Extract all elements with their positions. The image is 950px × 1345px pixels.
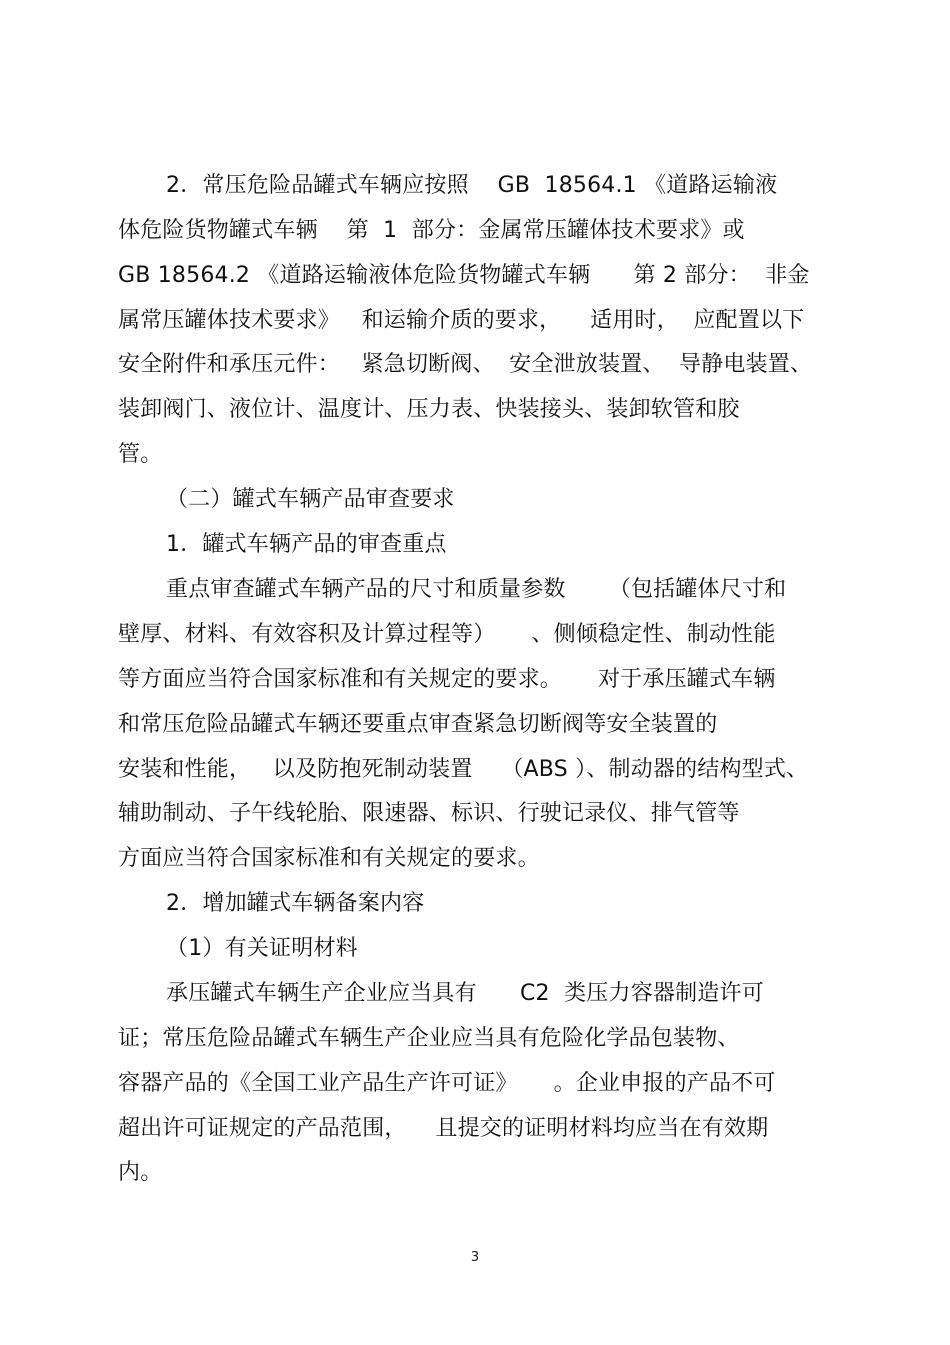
text-line: 安全附件和承压元件： 紧急切断阀、 安全泄放装置、 导静电装置、	[118, 352, 813, 377]
text-line: 体危险货物罐式车辆 第 1 部分：金属常压罐体技术要求》或	[118, 218, 745, 243]
page-number: 3	[470, 1250, 480, 1265]
section-heading: （二）罐式车辆产品审查要求	[166, 487, 455, 512]
text-line: 重点审查罐式车辆产品的尺寸和质量参数 （包括罐体尺寸和	[166, 577, 787, 602]
text-line: 2．常压危险品罐式车辆应按照 GB 18564.1 《道路运输液	[166, 173, 778, 198]
subsection-heading: 1．罐式车辆产品的审查重点	[166, 532, 447, 557]
text-line: GB 18564.2 《道路运输液体危险货物罐式车辆 第 2 部分： 非金	[118, 263, 810, 288]
item-heading: （1）有关证明材料	[166, 936, 358, 961]
text-line: 壁厚、材料、有效容积及计算过程等） 、侧倾稳定性、制动性能	[118, 622, 776, 647]
text-line: 方面应当符合国家标准和有关规定的要求。	[118, 846, 540, 871]
text-line: 辅助制动、子午线轮胎、限速器、标识、行驶记录仪、排气管等	[118, 801, 740, 826]
text-line: 管。	[118, 442, 163, 467]
text-line: 属常压罐体技术要求》 和运输介质的要求， 适用时， 应配置以下	[118, 308, 805, 333]
text-line: 安装和性能， 以及防抱死制动装置 （ABS ）、制动器的结构型式、	[118, 757, 809, 782]
text-line: 承压罐式车辆生产企业应当具有 C2 类压力容器制造许可	[166, 981, 764, 1006]
text-line: 容器产品的《全国工业产品生产许可证》 。企业申报的产品不可	[118, 1071, 776, 1096]
text-line: 证；常压危险品罐式车辆生产企业应当具有危险化学品包装物、	[118, 1026, 740, 1051]
text-line: 装卸阀门、液位计、温度计、压力表、快装接头、装卸软管和胶	[118, 397, 740, 422]
text-line: 等方面应当符合国家标准和有关规定的要求。 对于承压罐式车辆	[118, 667, 776, 692]
text-line: 超出许可证规定的产品范围， 且提交的证明材料均应当在有效期	[118, 1116, 769, 1141]
subsection-heading: 2．增加罐式车辆备案内容	[166, 891, 425, 916]
text-line: 内。	[118, 1160, 163, 1185]
text-line: 和常压危险品罐式车辆还要重点审查紧急切断阀等安全装置的	[118, 712, 718, 737]
